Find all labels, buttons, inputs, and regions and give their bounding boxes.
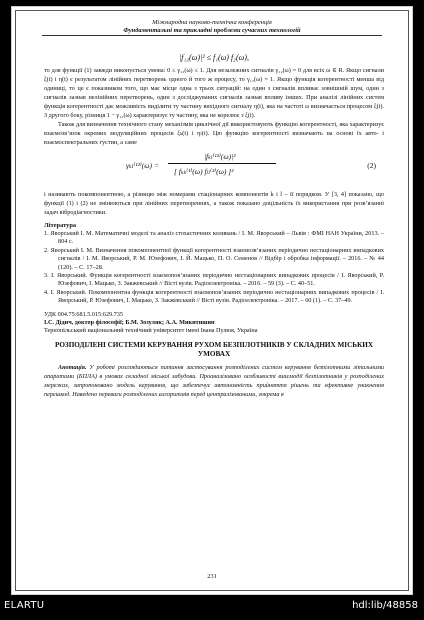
handle-label: hdl:lib/48858 (352, 600, 418, 611)
fraction-bar (168, 163, 276, 164)
formula-lhs: γₖₗ⁽¹²⁾(ω) = (126, 161, 159, 170)
conference-name: Міжнародна науково-технічна конференція (152, 19, 272, 26)
udc-code: УДК 004.75:681.5.015:629.735 (44, 310, 123, 318)
reference-item: 2. Яворський І. М. Визначення покомпонентної функції когерентності взаємозв’язаних періодично нестаціонарних випадкових сигналів / І. М. Яворський, Р. М. Юзефович, І. Й. Мацько, П. О. Семенов // Відбір і обробка інформації. – 2016. – № 44 (120). – С. 17–28. (44, 246, 384, 271)
document-page (11, 6, 413, 595)
article-affiliation: Тернопільський національний технічний університет імені Івана Пулюя, Україна (44, 327, 258, 335)
reference-item: 4. І. Яворський. Покомпонентна функція когерентності взаємопов’язаних періодично нестаціонарних випадкових процесів / І. Яворський, Р. Юзефович, І. Мацько, З. Закжевський // Вісті вузів. Радіоелектроніка. – 2017. – 60 (1). – С. 37–49. (44, 288, 384, 305)
paragraph-3: і називають покомпонентною, а різницю між номерами стаціонарних компонентів k і l – її порядком. У [3, 4] показано, що функції (1) і (2) не змінюються при лінійних перетвореннях, а також показано доцільність їх використання при розв’язанні задач вібродіагностики. (44, 191, 384, 216)
article-title: РОЗПОДІЛЕНІ СИСТЕМИ КЕРУВАННЯ РУХОМ БЕЗПІЛОТНИКІВ У СКЛАДНИХ МІСЬКИХ УМОВАХ (54, 340, 374, 359)
reference-item: 3. І. Яворський. Функція когерентності взаємопов’язаних періодично нестаціонарних випадкових процесів / І. Яворський, Р. Юзефович, І. Мацько, З. Закжевський // Вісті вузів. Радіоелектроніка. – 2016. – 59 (3). – С. 40–51. (44, 272, 384, 288)
abstract-label: Анотація. (58, 364, 87, 372)
article-authors: І.С. Дідич, доктор філософії; Б.М. Зозуляк; А.А. Микитишин (44, 319, 215, 327)
coherence-formula (44, 150, 384, 186)
equation-number: (2) (367, 161, 376, 170)
page-number: 231 (207, 573, 217, 580)
conference-title: Фундаментальні та прикладні проблеми сучасних технологій (123, 26, 301, 34)
literature-heading: Література (44, 222, 77, 229)
formula-numerator: |fₖₗ⁽¹²⁾(ω)|² (204, 152, 236, 161)
paragraph-1: то для функції (1) завжди виконується умова: 0 ≤ γ₁₂(ω) ≤ 1. Для незалежних сигналів γ₁₂(ω) = 0 для всіх ω ∈ R. Якщо сигнали ξ(t) і η(t) є результатом лінійних перетворень одного й того ж процесу, то γ₁₂(ω) = 1. Якщо функція когерентності менша від одиниці, то це є показником того, що має місце одна з трьох ситуацій: на один з сигналів впливає зовнішній шум, один з сигналів зазнав нелінійних перетворень, один з досліджуваних сигналів зазнав впливу інших. При аналізі лінійних систем функція когерентності дає можливість виділити ту частину вихідного сигналу η(t), яка на частоті ω визначається процесом ξ(t). З другого боку, різниця 1 − γ₁₂(ω) характеризує ту частину, яка не корелює з ξ(t). (44, 67, 384, 119)
article-abstract (44, 363, 384, 399)
page-content (44, 51, 384, 405)
paragraph-2: Також для визначення технічного стану механізмів циклічної дії використовують функцію когерентності, яка характеризує взаємозв’язок окремих модуляційних процесів ξₖ(t) і ηₗ(t). Цю функцію когерентності визначають на основі їх авто- і взаємоспектральних густин, а саме (44, 121, 384, 146)
abstract-text: У роботі розглядаються питання застосування розподілених систем керування безпілотними літальними апаратами (БПЛА) в умовах складної міської забудови. Проаналізовано особливості взаємодії безпілотників у розподілених мережах, запропоновано модель керування, що забезпечує автономність прийняття рішень та ефективне уникнення перешкод. Наведено переваги розподілених алгоритмів перед централізованими, зокрема в (44, 364, 384, 399)
formula-denominator: [ fₖₖ⁽¹⁾(ω) fₗₗ⁽²⁾(ω) ]² (174, 167, 234, 176)
repository-label: ELARTU (4, 600, 45, 611)
reference-item: 1. Яворський І. М. Математичні моделі та аналіз стохастичних коливань / І. М. Яворський – Львів : ФМІ НАН України, 2013. – 804 с. (44, 230, 384, 246)
inequality-formula: |f₁₂(ω)|² ≤ f₁(ω) f₂(ω), (179, 53, 249, 62)
